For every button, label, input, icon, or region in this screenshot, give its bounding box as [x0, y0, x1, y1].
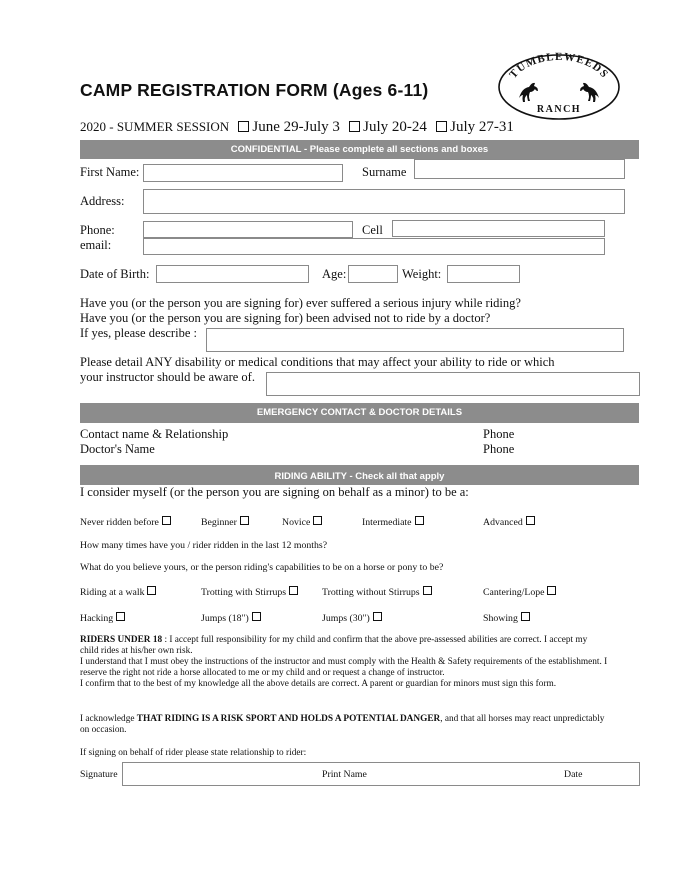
confirm-statement: I confirm that to the best of my knowledge all the above details are correct. A parent or guardian for minors must sign this form.: [80, 679, 557, 689]
skill-jumps-30-checkbox[interactable]: [373, 612, 382, 621]
skill-jumps-18-checkbox[interactable]: [252, 612, 261, 621]
skill-hacking-checkbox[interactable]: [116, 612, 125, 621]
svg-text:TUMBLEWEEDS: TUMBLEWEEDS: [507, 50, 611, 81]
skill-canter-checkbox[interactable]: [547, 586, 556, 595]
skill-showing-checkbox[interactable]: [521, 612, 530, 621]
session-checkbox-1[interactable]: [238, 121, 249, 132]
skill-walk-checkbox[interactable]: [147, 586, 156, 595]
skill-hacking[interactable]: [80, 612, 125, 624]
svg-text:RANCH: RANCH: [536, 104, 582, 115]
contact-phone-label: Phone: [483, 427, 515, 441]
session-checkbox-3[interactable]: [436, 121, 447, 132]
riders-under-18-statement: [80, 635, 608, 657]
skill-walk-label: Riding at a walk: [80, 587, 145, 598]
skill-hacking-label: Hacking: [80, 613, 114, 624]
session-checkbox-2[interactable]: [349, 121, 360, 132]
skill-trot-stirrups-label: Trotting with Stirrups: [201, 587, 287, 598]
phone-label: Phone:: [80, 223, 115, 237]
address-label: Address:: [80, 194, 125, 208]
print-name-label: Print Name: [322, 769, 367, 780]
skill-trot-no-stirrups[interactable]: [322, 586, 432, 598]
doctor-name-label: Doctor's Name: [80, 442, 155, 456]
level-advanced-label: Advanced: [483, 517, 523, 528]
level-beginner[interactable]: [201, 516, 249, 528]
skill-jumps-18-label: Jumps (18"): [201, 613, 249, 624]
acknowledge-pre: I acknowledge: [80, 714, 137, 724]
skill-canter-label: Cantering/Lope: [483, 587, 545, 598]
describe-label: If yes, please describe :: [80, 326, 197, 340]
level-intermediate[interactable]: [362, 516, 424, 528]
acknowledge-bold: THAT RIDING IS A RISK SPORT AND HOLDS A POTENTIAL DANGER: [136, 714, 441, 724]
age-field[interactable]: [348, 265, 398, 283]
conditions-field[interactable]: [266, 372, 640, 396]
level-advanced[interactable]: [483, 516, 535, 528]
dob-field[interactable]: [156, 265, 309, 283]
understand-statement: I understand that I must obey the instructions of the instructor and must comply with the Health & Safety requirements of the establishment. I reserve the right not ride a horse allocated to me or my child and or request a change of instructor.: [80, 657, 608, 678]
skill-jumps-18[interactable]: [201, 612, 261, 624]
surname-field[interactable]: [414, 159, 625, 179]
times-question: How many times have you / rider ridden in the last 12 months?: [80, 540, 328, 551]
describe-field[interactable]: [206, 328, 624, 352]
level-novice-checkbox[interactable]: [313, 516, 322, 525]
level-intermediate-checkbox[interactable]: [415, 516, 424, 525]
skill-jumps-30[interactable]: [322, 612, 382, 624]
session-option-3: July 27-31: [450, 119, 514, 135]
weight-field[interactable]: [447, 265, 520, 283]
doctor-phone-label: Phone: [483, 442, 515, 456]
session-label: 2020 - SUMMER SESSION: [80, 119, 230, 134]
band-emergency: EMERGENCY CONTACT & DOCTOR DETAILS: [80, 403, 639, 423]
weight-label: Weight:: [402, 267, 442, 281]
signature-box[interactable]: [122, 762, 640, 786]
skill-showing[interactable]: [483, 612, 530, 624]
skill-trot-no-stirrups-label: Trotting without Stirrups: [322, 587, 420, 598]
email-field[interactable]: [143, 238, 605, 255]
tumbleweeds-ranch-logo: [497, 50, 621, 120]
email-label: email:: [80, 238, 112, 252]
level-beginner-label: Beginner: [201, 517, 237, 528]
relationship-statement: If signing on behalf of rider please state relationship to rider:: [80, 748, 307, 758]
level-novice[interactable]: [282, 516, 322, 528]
cell-label: Cell: [362, 223, 383, 237]
riders-under-18-label: RIDERS UNDER 18: [80, 635, 163, 645]
skill-walk[interactable]: [80, 586, 156, 598]
level-intermediate-label: Intermediate: [362, 517, 412, 528]
conditions-question-line2: your instructor should be aware of.: [80, 370, 255, 384]
skill-trot-stirrups[interactable]: [201, 586, 298, 598]
contact-name-label: Contact name & Relationship: [80, 427, 229, 441]
first-name-label: First Name:: [80, 165, 140, 179]
phone-field[interactable]: [143, 221, 353, 238]
session-option-2: July 20-24: [363, 119, 427, 135]
level-never-ridden-checkbox[interactable]: [162, 516, 171, 525]
level-never-ridden[interactable]: [80, 516, 171, 528]
surname-label: Surname: [362, 165, 407, 179]
consider-statement: I consider myself (or the person you are signing on behalf as a minor) to be a:: [80, 485, 469, 499]
acknowledge-statement: [80, 714, 608, 736]
level-advanced-checkbox[interactable]: [526, 516, 535, 525]
injury-question: Have you (or the person you are signing for) ever suffered a serious injury while riding?: [80, 296, 521, 310]
level-beginner-checkbox[interactable]: [240, 516, 249, 525]
conditions-question-line1: Please detail ANY disability or medical conditions that may affect your ability to ride or which: [80, 355, 555, 369]
capabilities-question: What do you believe yours, or the person riding's capabilities to be on a horse or pony to be?: [80, 562, 444, 573]
address-field[interactable]: [143, 189, 625, 214]
level-novice-label: Novice: [282, 517, 311, 528]
acknowledge-post: , and that all horses may react unpredictably on occasion.: [80, 714, 605, 735]
signature-label: Signature: [80, 769, 118, 780]
level-never-ridden-label: Never ridden before: [80, 517, 159, 528]
riders-under-18-text: : I accept full responsibility for my child and confirm that the above pre-assessed abilities are correct. I accept my child rides at his/her own risk.: [80, 635, 588, 656]
skill-trot-stirrups-checkbox[interactable]: [289, 586, 298, 595]
skill-trot-no-stirrups-checkbox[interactable]: [423, 586, 432, 595]
band-confidential: CONFIDENTIAL - Please complete all sections and boxes: [80, 140, 639, 159]
date-label: Date: [564, 769, 583, 780]
skill-canter[interactable]: [483, 586, 556, 598]
skill-jumps-30-label: Jumps (30"): [322, 613, 370, 624]
session-option-1: June 29-July 3: [252, 119, 340, 135]
first-name-field[interactable]: [143, 164, 343, 182]
dob-label: Date of Birth:: [80, 267, 150, 281]
skill-showing-label: Showing: [483, 613, 518, 624]
form-title: CAMP REGISTRATION FORM (Ages 6-11): [80, 80, 429, 100]
cell-field[interactable]: [392, 220, 605, 237]
age-label: Age:: [322, 267, 347, 281]
band-riding: RIDING ABILITY - Check all that apply: [80, 465, 639, 485]
session-row: [80, 119, 514, 136]
doctor-advice-question: Have you (or the person you are signing for) been advised not to ride by a doctor?: [80, 311, 491, 325]
